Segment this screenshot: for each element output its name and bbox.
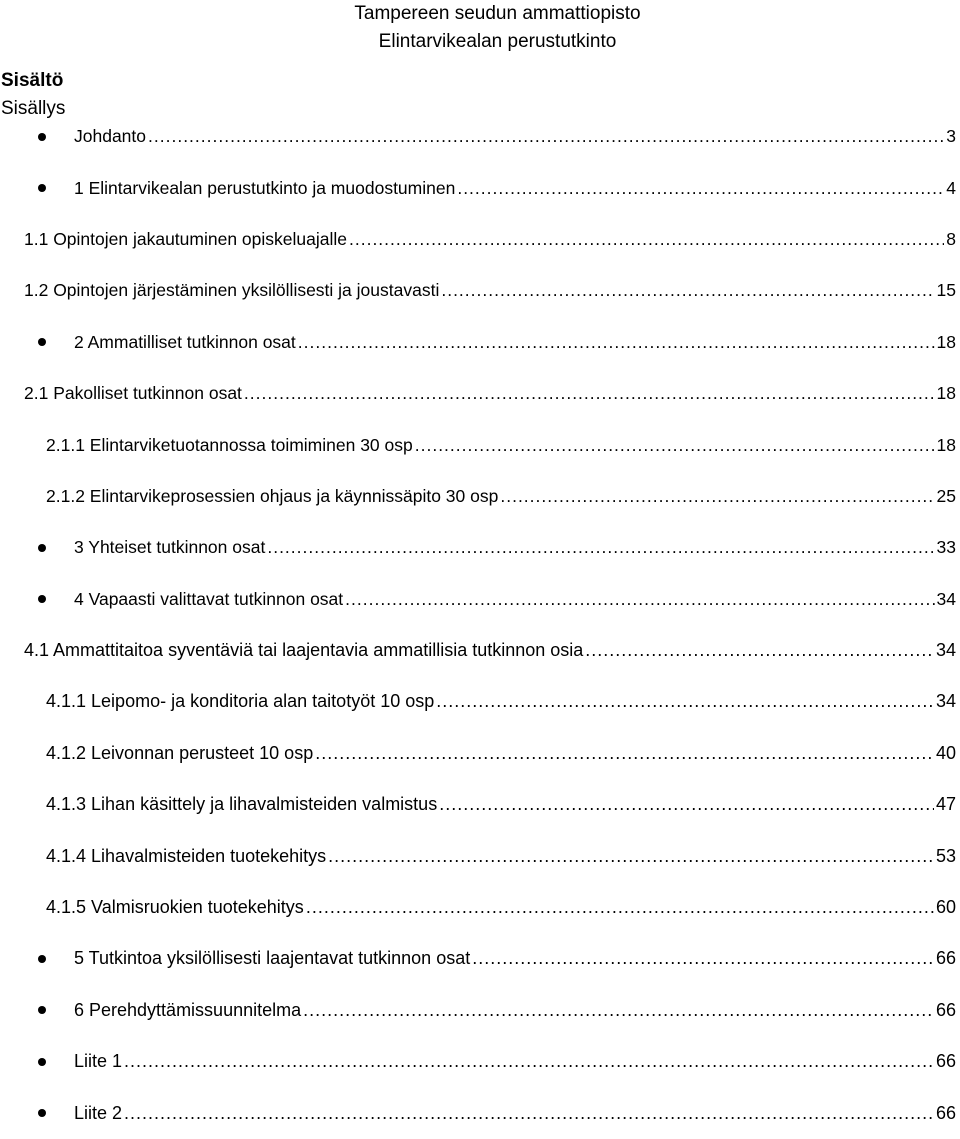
dot-leader <box>315 743 934 764</box>
dot-leader <box>267 537 934 558</box>
table-of-contents <box>0 111 956 1139</box>
toc-subheading: Sisällys <box>1 98 66 119</box>
toc-entry <box>0 1036 956 1087</box>
dot-leader <box>345 589 934 610</box>
toc-entry-title: 2.1.1 Elintarviketuotannossa toimiminen 30 osp <box>46 434 413 455</box>
toc-entry-link[interactable] <box>0 948 956 969</box>
toc-entry <box>0 882 956 933</box>
toc-entry-link[interactable] <box>0 280 956 301</box>
toc-entry-page-number: 66 <box>935 948 956 969</box>
toc-entry <box>0 728 956 779</box>
toc-entry-link[interactable] <box>0 332 956 353</box>
toc-entry <box>0 933 956 984</box>
dot-leader <box>124 1103 934 1124</box>
dot-leader <box>328 846 934 867</box>
page-header <box>0 0 960 56</box>
dot-leader <box>124 1051 934 1072</box>
toc-entry-title: 6 Perehdyttämissuunnitelma <box>74 999 302 1020</box>
toc-entry <box>0 368 956 419</box>
toc-entry-title: 4.1.3 Lihan käsittely ja lihavalmisteiden valmistus <box>46 794 438 815</box>
dot-leader <box>500 486 934 507</box>
dot-leader <box>436 691 934 712</box>
dot-leader <box>439 794 934 815</box>
bullet-icon <box>38 955 46 963</box>
toc-entry-page-number: 3 <box>946 126 956 147</box>
school-name: Tampereen seudun ammattiopisto <box>354 3 641 24</box>
toc-entry-title: 4.1.4 Lihavalmisteiden tuotekehitys <box>46 845 327 866</box>
dot-leader <box>441 280 934 301</box>
dot-leader <box>349 229 944 250</box>
toc-entry <box>0 317 956 368</box>
toc-entry <box>0 574 956 625</box>
dot-leader <box>415 435 935 456</box>
toc-entry-link[interactable] <box>0 537 956 558</box>
toc-entry-link[interactable] <box>0 897 956 918</box>
toc-entry-title: 1.2 Opintojen järjestäminen yksilöllisesti ja joustavasti <box>24 280 440 301</box>
toc-entry-link[interactable] <box>0 743 956 764</box>
toc-entry <box>0 985 956 1036</box>
toc-entry-link[interactable] <box>0 589 956 610</box>
toc-entry-link[interactable] <box>0 846 956 867</box>
toc-entry-page-number: 25 <box>936 485 956 506</box>
toc-entry-page-number: 15 <box>936 280 956 301</box>
toc-entry-page-number: 33 <box>936 537 956 558</box>
toc-entry <box>0 471 956 522</box>
toc-entry-title: 3 Yhteiset tutkinnon osat <box>74 537 266 558</box>
toc-entry-title: 2.1.2 Elintarvikeprosessien ohjaus ja käynnissäpito 30 osp <box>46 485 499 506</box>
toc-entry <box>0 419 956 470</box>
toc-entry <box>0 625 956 676</box>
toc-entry-page-number: 47 <box>935 794 956 815</box>
bullet-icon <box>38 1058 46 1066</box>
toc-entry-page-number: 60 <box>935 897 956 918</box>
toc-entry-link[interactable] <box>0 383 956 404</box>
toc-entry-title: 5 Tutkintoa yksilöllisesti laajentavat tutkinnon osat <box>74 948 471 969</box>
toc-heading: Sisältö <box>1 70 64 91</box>
toc-entry-link[interactable] <box>0 1103 956 1124</box>
toc-entry-title: 2.1 Pakolliset tutkinnon osat <box>24 383 242 404</box>
dot-leader <box>306 897 934 918</box>
toc-entry-title: 1 Elintarvikealan perustutkinto ja muodostuminen <box>74 177 456 198</box>
toc-entry-page-number: 18 <box>936 331 956 352</box>
toc-entry <box>0 214 956 265</box>
dot-leader <box>298 332 935 353</box>
toc-entry-link[interactable] <box>0 178 956 199</box>
toc-entry <box>0 779 956 830</box>
toc-entry-page-number: 34 <box>935 691 956 712</box>
toc-entry-title: 4.1.2 Leivonnan perusteet 10 osp <box>46 742 314 763</box>
toc-entry-page-number: 34 <box>936 588 956 609</box>
toc-entry-page-number: 4 <box>946 177 956 198</box>
toc-entry-link[interactable] <box>0 229 956 250</box>
toc-entry-link[interactable] <box>0 640 956 661</box>
toc-entry-link[interactable] <box>0 691 956 712</box>
toc-entry-link[interactable] <box>0 794 956 815</box>
dot-leader <box>472 948 934 969</box>
toc-entry-page-number: 18 <box>936 434 956 455</box>
toc-entry <box>0 522 956 573</box>
degree-name: Elintarvikealan perustutkinto <box>378 31 617 52</box>
toc-entry-title: 4.1.1 Leipomo- ja konditoria alan taitotyöt 10 osp <box>46 691 435 712</box>
toc-entry-link[interactable] <box>0 1051 956 1072</box>
toc-entry <box>0 1087 956 1138</box>
dot-leader <box>303 1000 934 1021</box>
toc-entry-title: Liite 1 <box>74 1051 123 1072</box>
toc-entry-page-number: 8 <box>946 228 956 249</box>
toc-entry-link[interactable] <box>0 435 956 456</box>
toc-entry-title: 4.1 Ammattitaitoa syventäviä tai laajentavia ammatillisia tutkinnon osia <box>24 640 584 661</box>
toc-entry <box>0 111 956 162</box>
dot-leader <box>457 178 944 199</box>
toc-entry-title: Johdanto <box>74 126 147 147</box>
dot-leader <box>585 640 934 661</box>
toc-entry <box>0 265 956 316</box>
toc-entry-title: 4 Vapaasti valittavat tutkinnon osat <box>74 588 344 609</box>
toc-entry-page-number: 34 <box>935 640 956 661</box>
toc-entry-title: 2 Ammatilliset tutkinnon osat <box>74 331 296 352</box>
toc-entry-title: Liite 2 <box>74 1102 123 1123</box>
toc-entry-link[interactable] <box>0 486 956 507</box>
toc-entry <box>0 676 956 727</box>
toc-entry <box>0 830 956 881</box>
toc-entry-page-number: 66 <box>935 1051 956 1072</box>
bullet-icon <box>38 544 46 552</box>
toc-entry-page-number: 53 <box>935 845 956 866</box>
toc-entry-page-number: 40 <box>935 742 956 763</box>
toc-entry-title: 4.1.5 Valmisruokien tuotekehitys <box>46 897 304 918</box>
bullet-icon <box>38 133 46 141</box>
toc-entry-page-number: 18 <box>936 383 956 404</box>
toc-entry-page-number: 66 <box>935 999 956 1020</box>
dot-leader <box>244 383 935 404</box>
toc-entry-page-number: 66 <box>935 1102 956 1123</box>
toc-entry-title: 1.1 Opintojen jakautuminen opiskeluajalle <box>24 228 347 249</box>
dot-leader <box>148 126 944 147</box>
toc-entry-link[interactable] <box>0 126 956 147</box>
toc-entry <box>0 162 956 213</box>
toc-entry-link[interactable] <box>0 1000 956 1021</box>
